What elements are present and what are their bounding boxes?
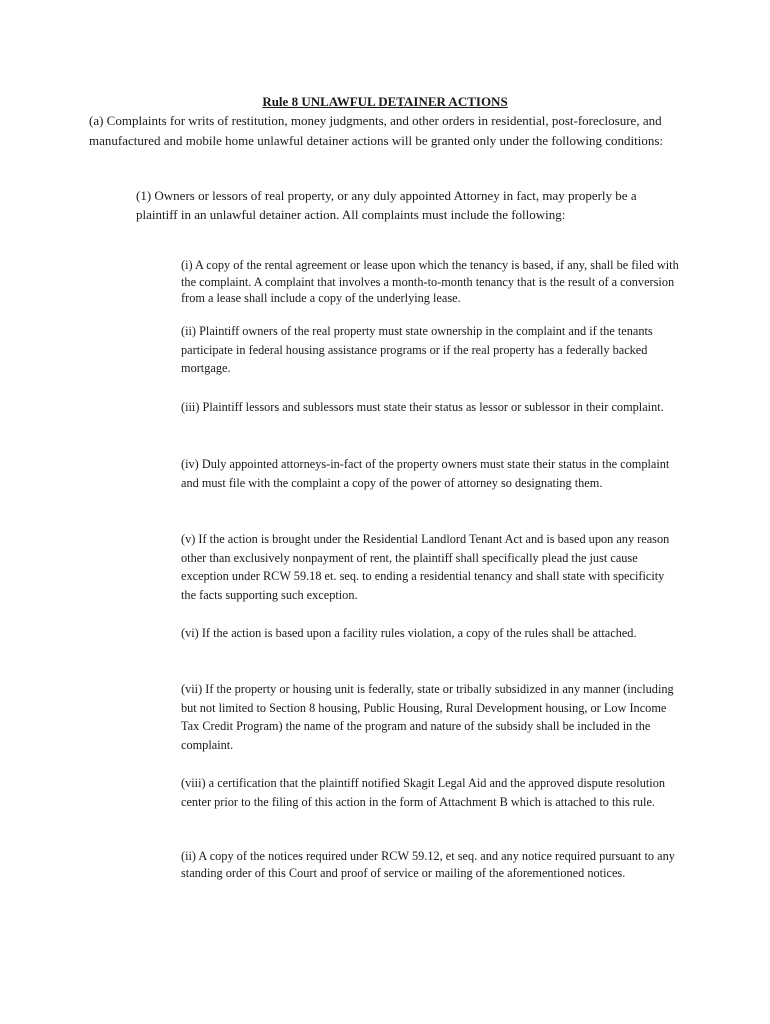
item-iii-lessor-status: (iii) Plaintiff lessors and sublessors must state their status as lessor or sublessor in their complaint. [181,400,664,414]
item-i-rental-agreement: (i) A copy of the rental agreement or lease upon which the tenancy is based, if any, shall be filed with the complaint. A complaint that involves a month-to-month tenancy that is the result of a conversion from a lease shall include a copy of the underlying lease. [181,258,679,305]
subsection-1-paragraph: (1) Owners or lessors of real property, or any duly appointed Attorney in fact, may properly be a plaintiff in an unlawful detainer action. All complaints must include the following: [136,188,637,222]
rule-title: Rule 8 UNLAWFUL DETAINER ACTIONS [262,94,508,109]
item-vi-rules-violation: (vi) If the action is based upon a facility rules violation, a copy of the rules shall be attached. [181,626,637,640]
item-v-just-cause: (v) If the action is brought under the Residential Landlord Tenant Act and is based upon any reason other than exclusively nonpayment of rent, the plaintiff shall specifically plead the just cause exception under RCW 59.18 et. seq. to ending a residential tenancy and shall state with specificity the facts supporting such exception. [181,532,670,602]
item-vii-subsidy: (vii) If the property or housing unit is federally, state or tribally subsidized in any manner (including but not limited to Section 8 housing, Public Housing, Rural Development housing, or Low Income Tax Credit Program) the name of the program and nature of the subsidy shall be included in the complaint. [181,682,674,752]
item-viii-certification: (viii) a certification that the plaintiff notified Skagit Legal Aid and the approved dispute resolution center prior to the filing of this action in the form of Attachment B which is attached to this rule. [181,776,666,809]
item-ii-owner-status: (ii) Plaintiff owners of the real property must state ownership in the complaint and if the tenants participate in federal housing assistance programs or if the real property has a federally backed mortgage. [181,324,653,375]
intro-paragraph: (a) Complaints for writs of restitution, money judgments, and other orders in residential, post-foreclosure, and manufactured and mobile home unlawful detainer actions will be granted only under the following conditions: [89,113,664,148]
item-ii-notices: (ii) A copy of the notices required under RCW 59.12, et seq. and any notice required pursuant to any standing order of this Court and proof of service or mailing of the aforementioned notices. [181,849,675,880]
item-iv-attorney-in-fact: (iv) Duly appointed attorneys-in-fact of the property owners must state their status in the complaint and must file with the complaint a copy of the power of attorney so designating them. [181,457,670,490]
